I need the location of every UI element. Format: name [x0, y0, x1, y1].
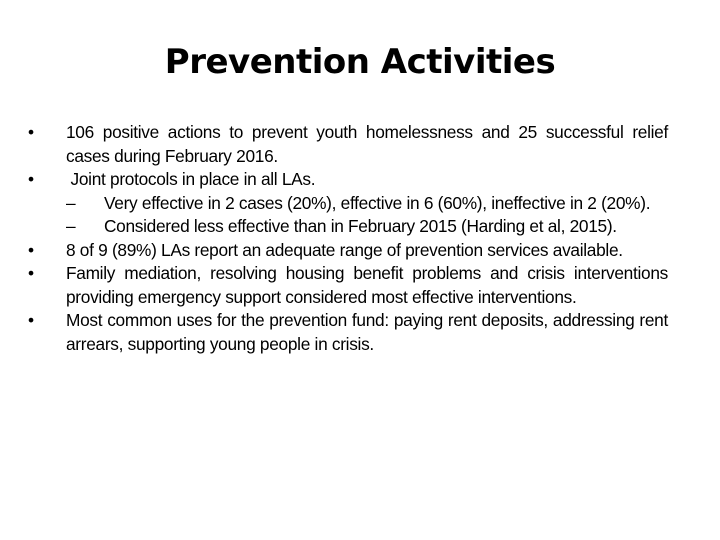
- dash-icon: –: [66, 216, 76, 236]
- bullet-item: [28, 262, 668, 309]
- bullet-item: [28, 121, 668, 168]
- slide-title: Prevention Activities: [164, 42, 556, 82]
- bullet-text: 106 positive actions to prevent youth homelessness and 25 successful relief cases during February 2016.: [66, 122, 668, 166]
- bullet-item: [28, 168, 668, 239]
- bullet-item: [28, 239, 668, 263]
- sub-bullet-item: [66, 192, 668, 216]
- sub-bullet-text: Very effective in 2 cases (20%), effective in 6 (60%), ineffective in 2 (20%).: [104, 192, 651, 213]
- sub-bullet-text: Considered less effective than in February 2015 (Harding et al, 2015).: [104, 216, 617, 236]
- bullet-icon: •: [28, 169, 34, 189]
- bullet-text: Most common uses for the prevention fund: paying rent deposits, addressing rent arrears, supporting young people in crisis.: [66, 310, 668, 354]
- bullet-text: Family mediation, resolving housing benefit problems and crisis interventions providing emergency support considered most effective interventions.: [66, 263, 668, 307]
- sub-bullet-item: [66, 215, 668, 239]
- bullet-text: 8 of 9 (89%) LAs report an adequate range of prevention services available.: [66, 239, 623, 260]
- bullet-icon: •: [28, 263, 34, 283]
- bullet-text: Joint protocols in place in all LAs.: [66, 169, 316, 189]
- bullet-list: [28, 121, 668, 356]
- slide-body: [28, 121, 668, 356]
- bullet-icon: •: [28, 122, 34, 142]
- dash-icon: –: [66, 192, 76, 213]
- sub-bullet-list: [66, 192, 668, 239]
- bullet-icon: •: [28, 239, 34, 260]
- bullet-icon: •: [28, 310, 34, 330]
- bullet-item: [28, 309, 668, 356]
